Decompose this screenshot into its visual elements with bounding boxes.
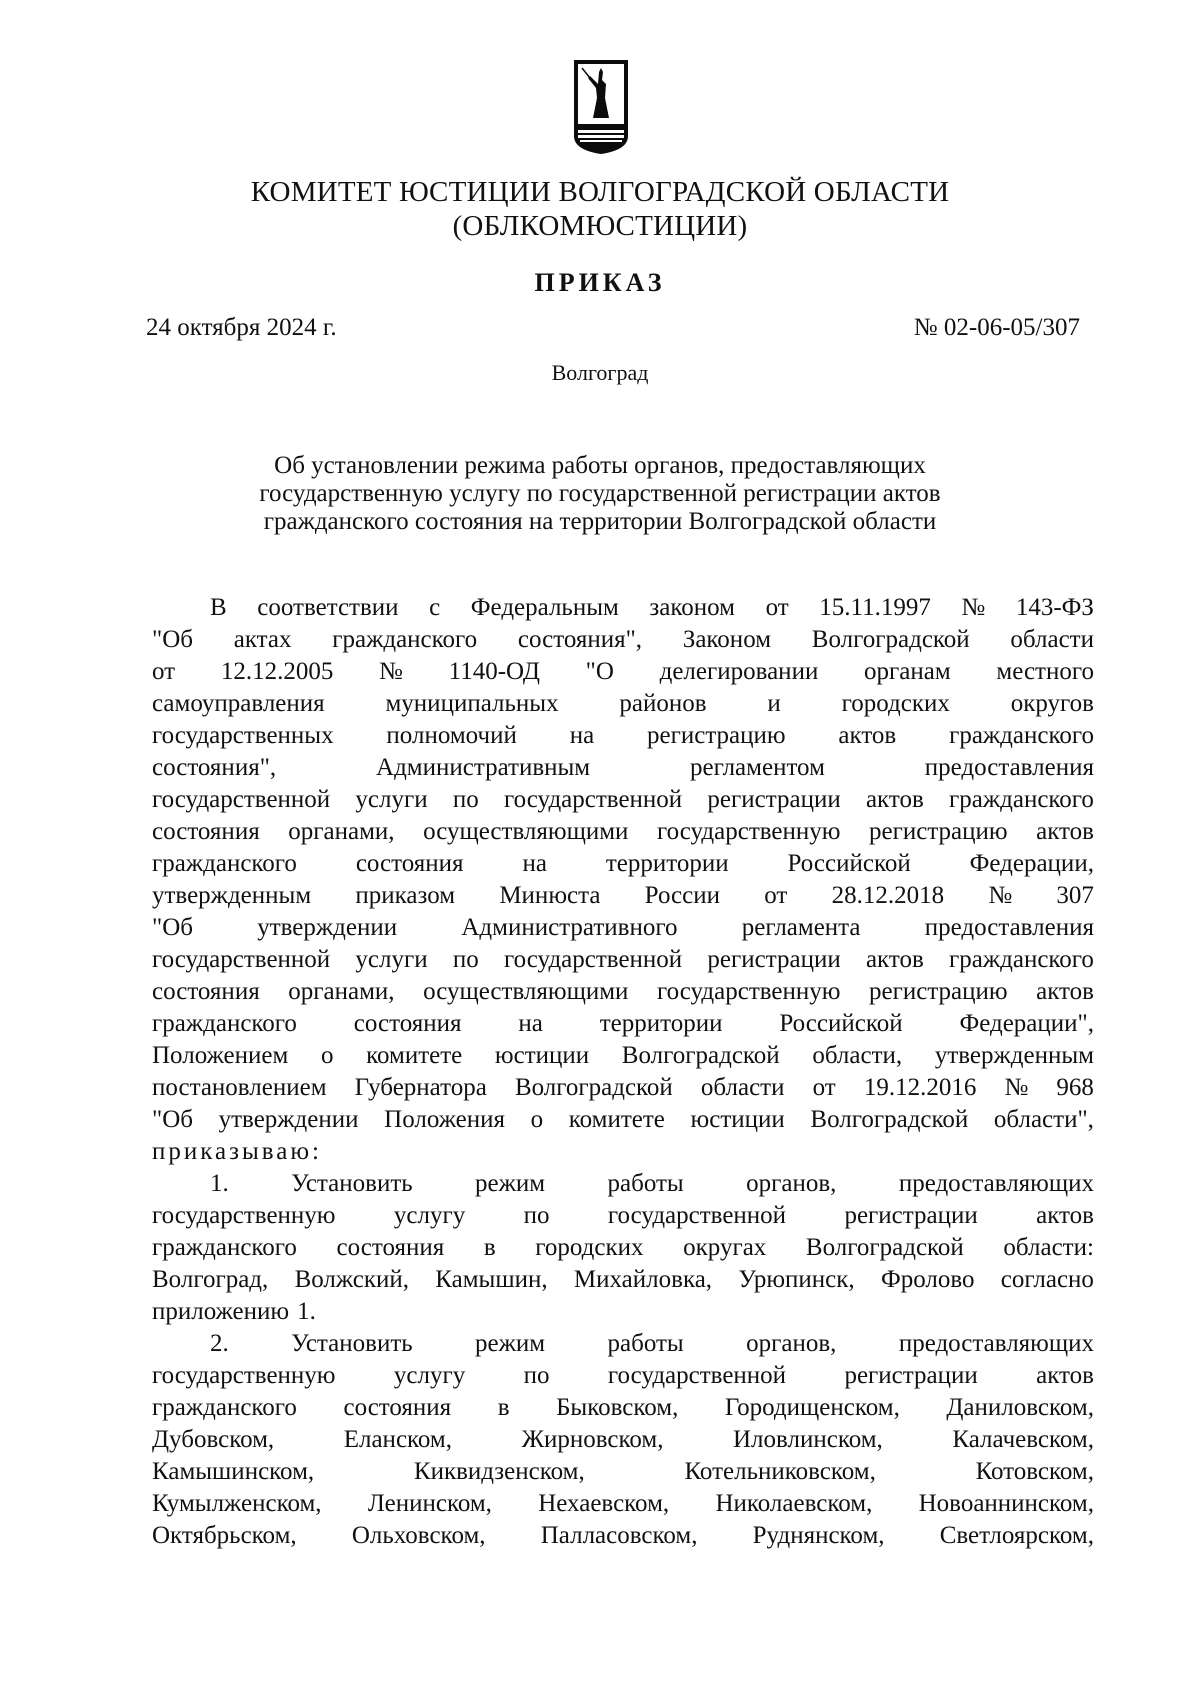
body-word: 968 xyxy=(1056,1074,1094,1101)
body-word: Котовском, xyxy=(975,1458,1094,1485)
body-word: работы xyxy=(607,1330,684,1357)
body-word: комитете xyxy=(366,1042,463,1069)
body-word: законом xyxy=(649,594,735,621)
body-line xyxy=(152,1392,1094,1424)
body-word: в xyxy=(483,1234,496,1261)
body-word: Волгоградской xyxy=(810,1106,969,1133)
body-line xyxy=(152,1200,1094,1232)
body-word: 307 xyxy=(1056,882,1094,909)
body-word: состояния xyxy=(152,818,260,845)
body-word: утверждении xyxy=(257,914,398,941)
body-line xyxy=(152,1296,1094,1328)
body-word: Николаевском, xyxy=(715,1490,873,1517)
body-word: гражданского xyxy=(949,786,1094,813)
body-word: органам xyxy=(864,658,951,685)
body-word: регистрации xyxy=(844,1362,978,1389)
body-word: Губернатора xyxy=(354,1074,487,1101)
body-word: Руднянском, xyxy=(752,1522,885,1549)
body-word: актов xyxy=(1036,978,1094,1005)
subject-line: гражданского состояния на территории Волгоградской области xyxy=(263,508,937,535)
body-word: районов xyxy=(619,690,707,717)
body-word: комитете xyxy=(568,1106,665,1133)
body-line xyxy=(152,592,1094,624)
body-word: регистрации xyxy=(844,1202,978,1229)
body-line xyxy=(152,1360,1094,1392)
body-word: предоставления xyxy=(924,914,1094,941)
body-word: области, xyxy=(812,1042,903,1069)
body-word: Камышин, xyxy=(435,1266,548,1293)
body-word: актов xyxy=(865,786,924,813)
body-word: режим xyxy=(475,1170,546,1197)
body-line xyxy=(152,784,1094,816)
body-word: государственной xyxy=(152,946,331,973)
body-word: Октябрьском, xyxy=(152,1522,297,1549)
body-word: регистрацию xyxy=(869,978,1008,1005)
body-word: Нехаевском, xyxy=(538,1490,670,1517)
body-word: 2. xyxy=(210,1330,229,1357)
body-word: Федерации", xyxy=(959,1010,1094,1037)
body-word: актов xyxy=(865,946,924,973)
body-word: Волжский, xyxy=(294,1266,409,1293)
coat-of-arms-icon xyxy=(572,58,630,156)
body-word: о xyxy=(530,1106,544,1133)
body-line xyxy=(152,880,1094,912)
body-word: от xyxy=(765,594,789,621)
body-word: приказываю: xyxy=(152,1138,322,1165)
body-line xyxy=(152,1136,1094,1168)
body-word: Волгоградской xyxy=(514,1074,673,1101)
body-word: России xyxy=(644,882,721,909)
body-word: государственной xyxy=(504,786,683,813)
body-line xyxy=(152,1424,1094,1456)
body-word: области xyxy=(700,1074,785,1101)
body-word: Светлоярском, xyxy=(939,1522,1094,1549)
body-word: гражданского xyxy=(949,946,1094,973)
order-city: Волгоград xyxy=(551,360,649,385)
body-word: "Об xyxy=(152,626,193,653)
body-line xyxy=(152,1456,1094,1488)
body-word: гражданского xyxy=(152,1234,297,1261)
body-word: территории xyxy=(599,1010,723,1037)
body-word: состояния xyxy=(353,1010,462,1037)
body-word: от xyxy=(764,882,788,909)
body-word: Установить xyxy=(291,1170,413,1197)
body-word: на xyxy=(518,1010,543,1037)
body-word: делегировании xyxy=(659,658,819,685)
body-word: и xyxy=(767,690,781,717)
body-word: органов, xyxy=(746,1330,837,1357)
body-word: гражданского xyxy=(332,626,478,653)
body-word: территории xyxy=(605,850,729,877)
body-word: гражданского xyxy=(152,850,297,877)
body-word: предоставляющих xyxy=(898,1330,1094,1357)
body-word: состояния xyxy=(355,850,464,877)
body-word: Федеральным xyxy=(470,594,619,621)
body-word: № xyxy=(961,594,986,621)
body-word: Положения xyxy=(384,1106,506,1133)
subject-line: Об установлении режима работы органов, предоставляющих xyxy=(274,452,926,479)
body-word: Дубовском, xyxy=(152,1426,275,1453)
body-word: услугу xyxy=(393,1362,466,1389)
body-word: состояния xyxy=(343,1394,452,1421)
body-word: Минюста xyxy=(499,882,601,909)
body-word: осуществляющими xyxy=(423,818,629,845)
body-line xyxy=(152,944,1094,976)
body-word: Палласовском, xyxy=(540,1522,698,1549)
body-word: предоставления xyxy=(924,754,1094,781)
body-word: соответствии xyxy=(257,594,399,621)
body-word: согласно xyxy=(1000,1266,1094,1293)
body-word: услугу xyxy=(393,1202,466,1229)
body-word: городских xyxy=(535,1234,644,1261)
body-line xyxy=(152,688,1094,720)
body-word: Волгоград, xyxy=(152,1266,269,1293)
body-word: состояния xyxy=(152,978,260,1005)
body-line xyxy=(152,1072,1094,1104)
body-word: Законом xyxy=(682,626,772,653)
coat-of-arms-emblem xyxy=(572,58,630,156)
body-word: режим xyxy=(475,1330,546,1357)
body-word: Киквидзенском, xyxy=(413,1458,585,1485)
body-word: № xyxy=(988,882,1013,909)
body-word: 15.11.1997 xyxy=(819,594,931,621)
body-word: государственную xyxy=(152,1362,336,1389)
body-word: Кумылженском, xyxy=(152,1490,322,1517)
body-word: округов xyxy=(1010,690,1094,717)
body-word: муниципальных xyxy=(385,690,559,717)
body-word: по xyxy=(452,946,479,973)
body-word: округах xyxy=(683,1234,767,1261)
body-line xyxy=(152,976,1094,1008)
body-word: 1140-ОД xyxy=(448,658,540,685)
body-word: Положением xyxy=(152,1042,289,1069)
body-word: актов xyxy=(1036,818,1094,845)
body-word: гражданского xyxy=(152,1010,297,1037)
order-number: № 02-06-05/307 xyxy=(913,314,1080,341)
body-line xyxy=(152,1520,1094,1552)
body-word: городских xyxy=(841,690,950,717)
body-word: Фролово xyxy=(880,1266,975,1293)
body-word: государственную xyxy=(656,978,841,1005)
body-word: на xyxy=(569,722,595,749)
body-line xyxy=(152,848,1094,880)
body-word: по xyxy=(452,786,479,813)
body-word: Котельниковском, xyxy=(684,1458,876,1485)
body-word: "Об xyxy=(152,914,193,941)
body-word: Волгоградской xyxy=(621,1042,780,1069)
body-word: 1. xyxy=(297,1298,316,1325)
body-word: утвержденным xyxy=(934,1042,1094,1069)
body-line xyxy=(152,816,1094,848)
body-word: Даниловском, xyxy=(946,1394,1094,1421)
body-line xyxy=(152,1008,1094,1040)
body-word: Федерации, xyxy=(969,850,1094,877)
body-word: полномочий xyxy=(386,722,517,749)
body-word: осуществляющими xyxy=(423,978,629,1005)
body-word: Ленинском, xyxy=(367,1490,492,1517)
body-line xyxy=(152,912,1094,944)
body-word: Российской xyxy=(779,1010,903,1037)
body-word: государственную xyxy=(656,818,841,845)
body-word: регистрации xyxy=(707,786,841,813)
body-word: от xyxy=(812,1074,836,1101)
body-word: регистрацию xyxy=(647,722,786,749)
body-line xyxy=(152,1488,1094,1520)
body-word: с xyxy=(429,594,441,621)
body-word: № xyxy=(379,658,403,685)
body-word: Волгоградской xyxy=(805,1234,964,1261)
body-word: 143-ФЗ xyxy=(1015,594,1094,621)
body-word: государственную xyxy=(152,1202,336,1229)
order-date: 24 октября 2024 г. xyxy=(146,314,337,341)
body-word: области: xyxy=(1003,1234,1094,1261)
body-word: местного xyxy=(996,658,1094,685)
body-word: Волгоградской xyxy=(811,626,970,653)
body-word: Новоаннинском, xyxy=(918,1490,1094,1517)
body-word: государственной xyxy=(152,786,331,813)
body-word: Еланском, xyxy=(343,1426,453,1453)
body-word: Михайловка, xyxy=(573,1266,713,1293)
body-word: В xyxy=(210,594,227,621)
body-word: Административным xyxy=(376,754,591,781)
body-line xyxy=(152,1040,1094,1072)
body-word: юстиции xyxy=(690,1106,785,1133)
body-word: по xyxy=(523,1362,550,1389)
body-word: приложению xyxy=(152,1298,290,1325)
body-word: утверждении xyxy=(218,1106,359,1133)
body-word: 28.12.2018 xyxy=(831,882,945,909)
body-word: "О xyxy=(585,658,614,685)
body-word: утвержденным xyxy=(152,882,312,909)
body-word: постановлением xyxy=(152,1074,327,1101)
body-word: области", xyxy=(993,1106,1094,1133)
body-word: гражданского xyxy=(152,1394,297,1421)
order-body xyxy=(152,592,1094,1552)
body-word: Быковском, xyxy=(556,1394,679,1421)
body-word: Российской xyxy=(787,850,911,877)
body-word: услуги xyxy=(355,946,428,973)
body-word: Установить xyxy=(291,1330,413,1357)
body-word: государственной xyxy=(504,946,683,973)
body-word: о xyxy=(320,1042,334,1069)
body-word: Калачевском, xyxy=(952,1426,1094,1453)
body-word: Ольховском, xyxy=(351,1522,486,1549)
body-word: органов, xyxy=(746,1170,837,1197)
body-line xyxy=(152,624,1094,656)
body-word: юстиции xyxy=(494,1042,590,1069)
body-word: актов xyxy=(1036,1202,1094,1229)
body-word: актов xyxy=(838,722,897,749)
body-word: регистрацию xyxy=(869,818,1008,845)
body-word: состояния", xyxy=(152,754,277,781)
body-word: № xyxy=(1004,1074,1029,1101)
body-word: области xyxy=(1010,626,1094,653)
body-line xyxy=(152,1168,1094,1200)
body-word: 19.12.2016 xyxy=(863,1074,977,1101)
body-word: регистрации xyxy=(707,946,841,973)
body-word: работы xyxy=(607,1170,684,1197)
body-word: регламента xyxy=(741,914,861,941)
body-word: государственной xyxy=(607,1202,787,1229)
body-word: по xyxy=(523,1202,550,1229)
organization-abbreviation: (ОБЛКОМЮСТИЦИИ) xyxy=(452,210,748,242)
body-line xyxy=(152,720,1094,752)
body-word: государственных xyxy=(152,722,334,749)
body-word: от xyxy=(152,658,176,685)
body-word: приказом xyxy=(355,882,456,909)
body-word: 12.12.2005 xyxy=(220,658,334,685)
body-word: 1. xyxy=(210,1170,229,1197)
body-word: на xyxy=(522,850,547,877)
body-word: Жирновском, xyxy=(521,1426,664,1453)
body-word: гражданского xyxy=(949,722,1094,749)
body-line xyxy=(152,1104,1094,1136)
order-subject xyxy=(150,452,1050,536)
body-word: Камышинском, xyxy=(152,1458,315,1485)
body-line xyxy=(152,752,1094,784)
body-word: состояния", xyxy=(517,626,643,653)
body-word: "Об xyxy=(152,1106,193,1133)
body-word: предоставляющих xyxy=(898,1170,1094,1197)
body-word: государственной xyxy=(607,1362,787,1389)
body-line xyxy=(152,1232,1094,1264)
body-word: услуги xyxy=(355,786,428,813)
body-word: органами, xyxy=(288,818,395,845)
organization-name: КОМИТЕТ ЮСТИЦИИ ВОЛГОГРАДСКОЙ ОБЛАСТИ xyxy=(250,176,950,208)
body-word: самоуправления xyxy=(152,690,325,717)
body-line xyxy=(152,656,1094,688)
subject-line: государственную услугу по государственной регистрации актов xyxy=(259,480,941,507)
body-word: актах xyxy=(233,626,292,653)
body-word: Городищенском, xyxy=(724,1394,900,1421)
body-word: Иловлинском, xyxy=(733,1426,883,1453)
body-word: актов xyxy=(1036,1362,1094,1389)
body-word: в xyxy=(497,1394,510,1421)
body-word: регламентом xyxy=(690,754,825,781)
body-word: состояния xyxy=(336,1234,445,1261)
body-word: органами, xyxy=(288,978,395,1005)
body-line xyxy=(152,1264,1094,1296)
document-type-title: ПРИКАЗ xyxy=(534,268,666,297)
body-word: Административного xyxy=(461,914,678,941)
body-line xyxy=(152,1328,1094,1360)
body-word: Урюпинск, xyxy=(738,1266,855,1293)
